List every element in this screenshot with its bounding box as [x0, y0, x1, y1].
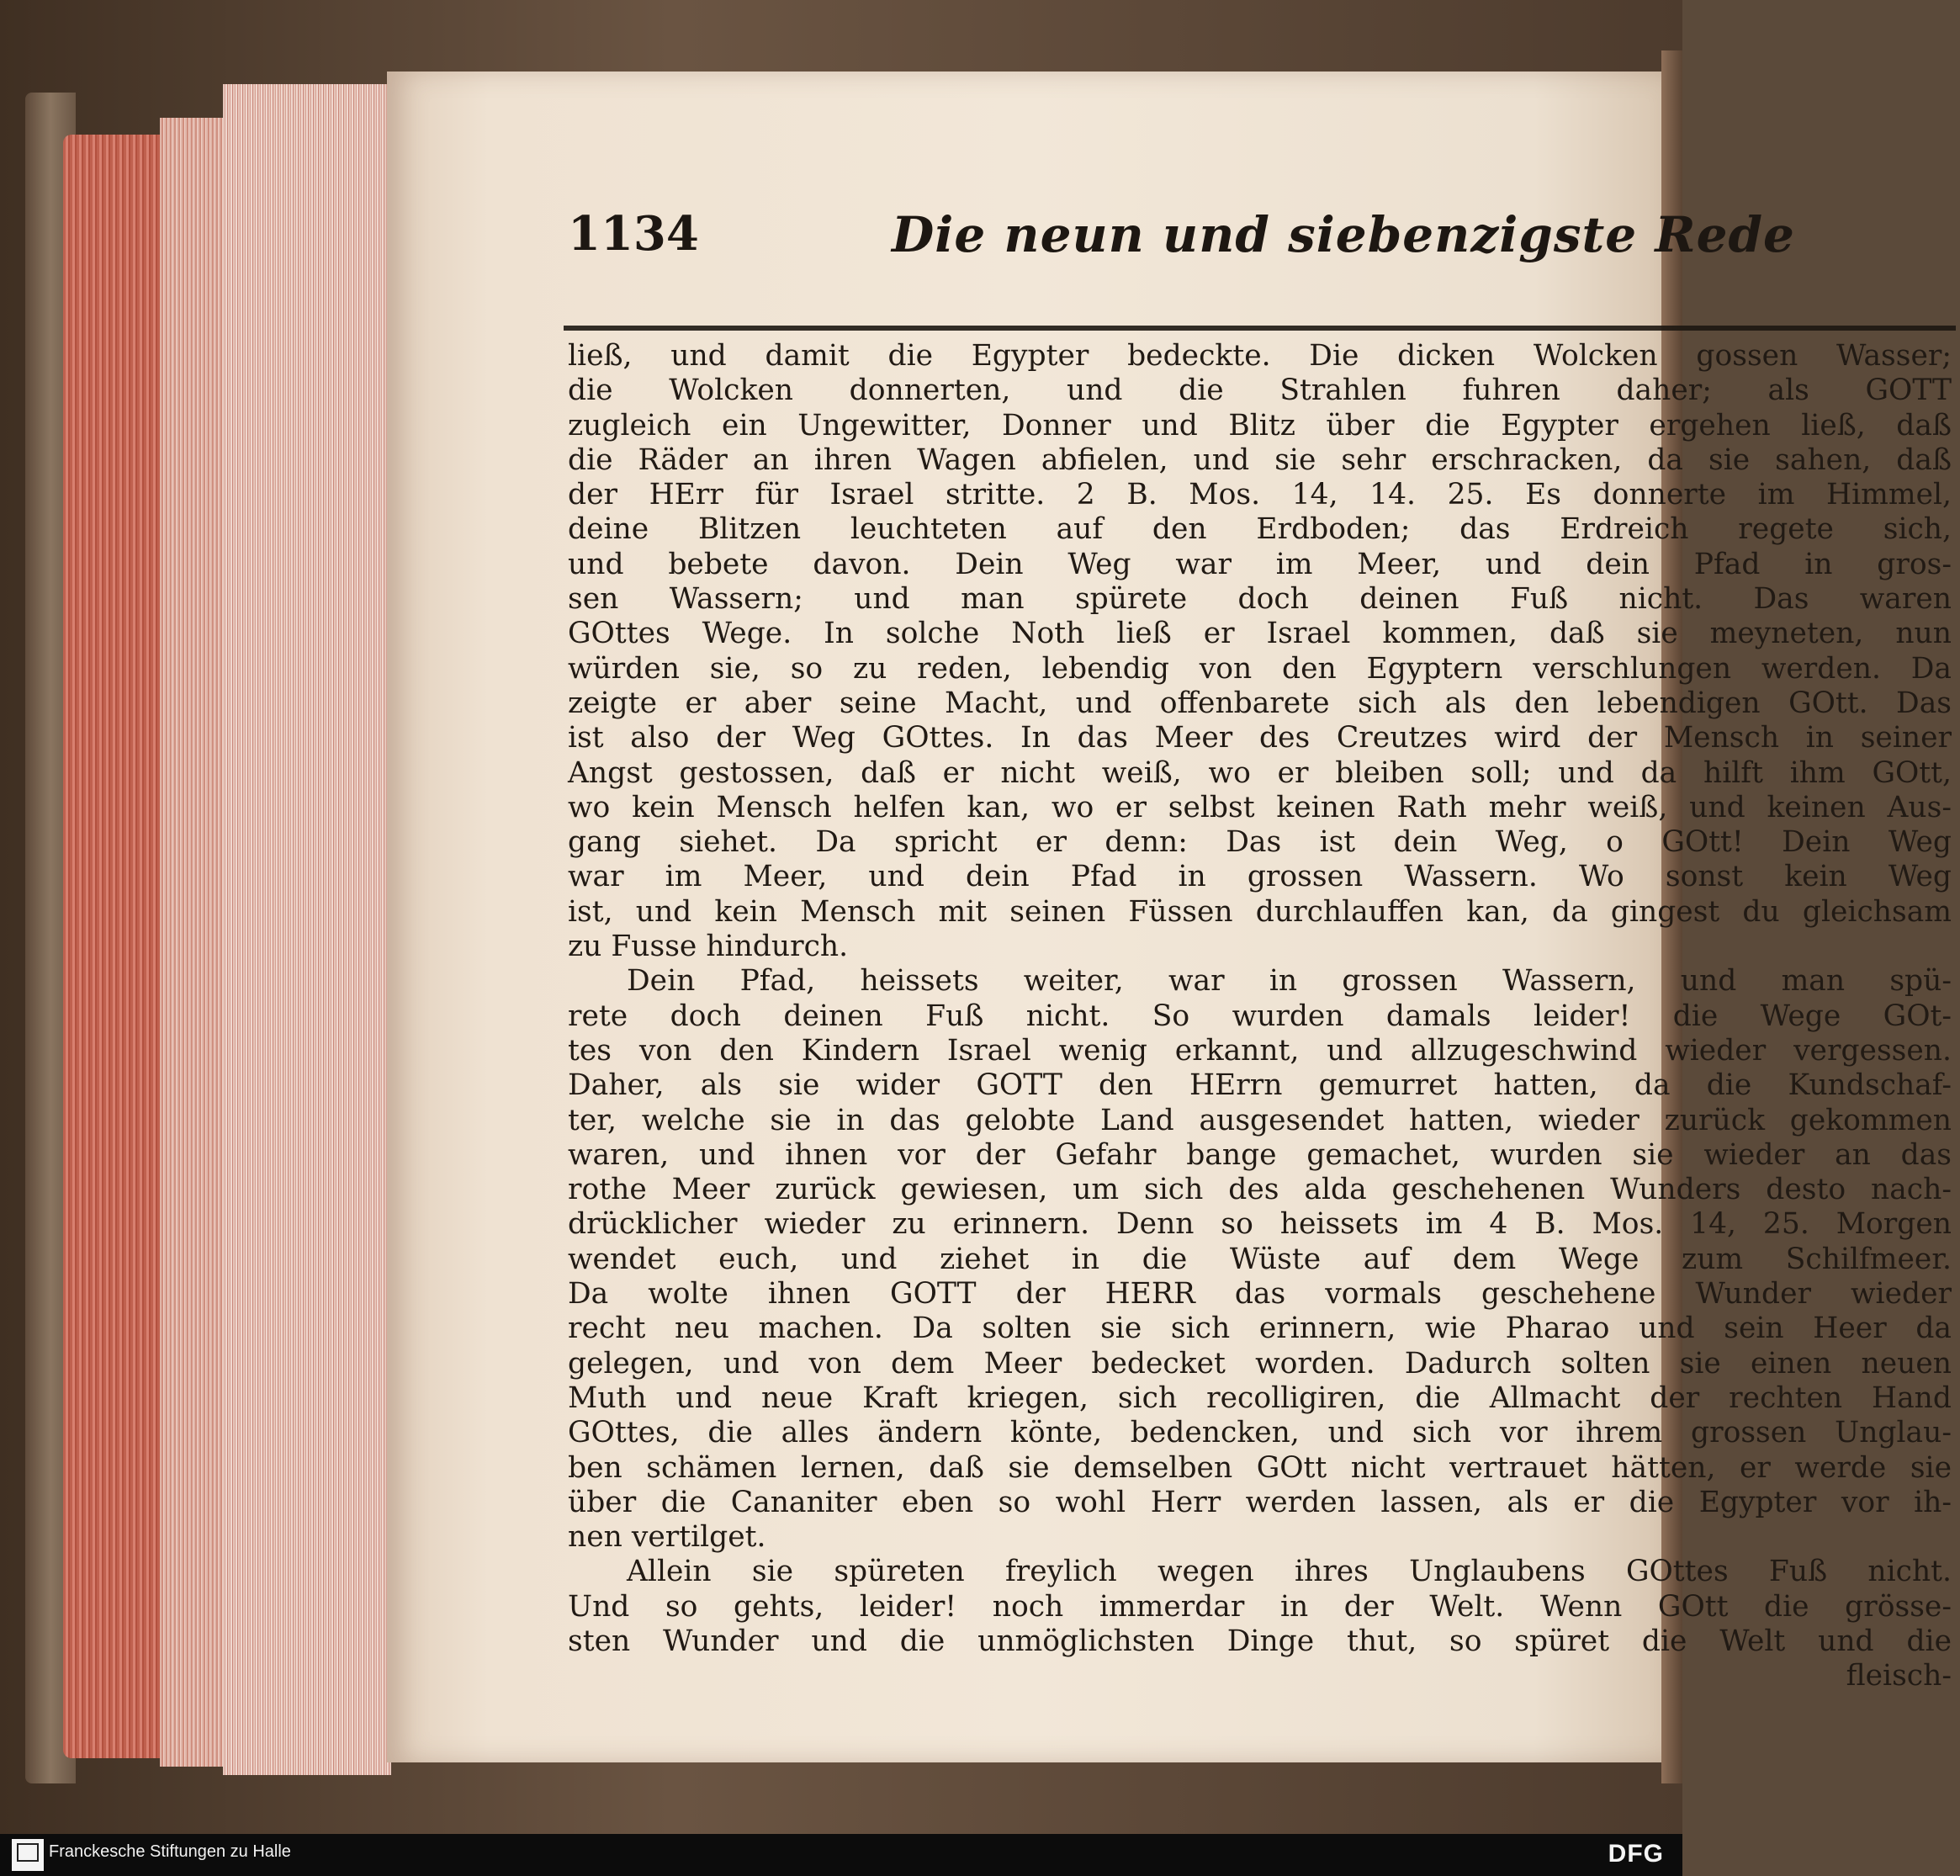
- book-page: [387, 72, 1952, 1762]
- page-edges-middle: [160, 118, 227, 1767]
- text-line: sten Wunder und die unmöglichsten Dinge thut, so spüret die Welt und die: [568, 1624, 1952, 1658]
- text-line: wo kein Mensch helfen kan, wo er selbst keinen Rath mehr weiß, und keinen Aus-: [568, 790, 1952, 824]
- text-line: deine Blitzen leuchteten auf den Erdboden; das Erdreich regete sich,: [568, 512, 1952, 547]
- text-line: über die Cananiter eben so wohl Herr werden lassen, als er die Egypter vor ih-: [568, 1485, 1952, 1519]
- text-line: gang siehet. Da spricht er denn: Das ist dein Weg, o GOtt! Dein Weg: [568, 825, 1952, 860]
- text-line: Und so gehts, leider! noch immerdar in der Welt. Wenn GOtt die grösse-: [568, 1589, 1952, 1624]
- body-text: [568, 339, 1952, 1694]
- text-line: und bebete davon. Dein Weg war im Meer, und dein Pfad in gros-: [568, 547, 1952, 581]
- text-line: Angst gestossen, daß er nicht weiß, wo er bleiben soll; und da hilft ihm GOtt,: [568, 755, 1952, 790]
- text-line: ist, und kein Mensch mit seinen Füssen durchlauffen kan, da gingest du gleichsam: [568, 894, 1952, 929]
- page-edges-inner: [223, 84, 391, 1775]
- institution-name: Franckesche Stiftungen zu Halle: [49, 1842, 291, 1861]
- text-line: die Wolcken donnerten, und die Strahlen fuhren daher; als GOTT: [568, 374, 1952, 408]
- page-header: [568, 206, 1960, 282]
- institution-logo: [12, 1839, 44, 1871]
- text-line: Daher, als sie wider GOTT den HErrn gemurret hatten, da die Kundschaf-: [568, 1068, 1952, 1103]
- text-line: zeigte er aber seine Macht, und offenbarete sich als den lebendigen GOtt. Das: [568, 686, 1952, 720]
- text-line: ben schämen lernen, daß sie demselben GOtt nicht vertrauet hätten, er werde sie: [568, 1450, 1952, 1485]
- text-line: waren, und ihnen vor der Gefahr bange gemachet, wurden sie wieder an das: [568, 1137, 1952, 1172]
- text-line: die Räder an ihren Wagen abfielen, und sie sehr erschracken, da sie sahen, daß: [568, 443, 1952, 477]
- text-line: Da wolte ihnen GOTT der HERR das vormals geschehene Wunder wieder: [568, 1277, 1952, 1312]
- text-line: nen vertilget.: [568, 1520, 766, 1555]
- text-line: recht neu machen. Da solten sie sich erinnern, wie Pharao und sein Heer da: [568, 1312, 1952, 1346]
- text-line: ter, welche sie in das gelobte Land ausgesendet hatten, wieder zurück gekommen: [568, 1103, 1952, 1137]
- text-line: GOttes, die alles ändern könte, bedencken, und sich vor ihrem grossen Unglau-: [568, 1416, 1952, 1450]
- dfg-logo: DFG: [1608, 1840, 1664, 1868]
- text-line: sen Wassern; und man spürete doch deinen Fuß nicht. Das waren: [568, 582, 1952, 617]
- text-line: rete doch deinen Fuß nicht. So wurden damals leider! die Wege GOt-: [568, 999, 1952, 1033]
- page-number: 1134: [568, 206, 699, 262]
- text-line: würden sie, so zu reden, lebendig von den Egyptern verschlungen werden. Da: [568, 651, 1952, 686]
- text-line: rothe Meer zurück gewiesen, um sich des alda geschehenen Wunders desto nach-: [568, 1173, 1952, 1207]
- text-line: Allein sie spüreten freylich wegen ihres Unglaubens GOttes Fuß nicht.: [627, 1555, 1952, 1589]
- page-edges-red: [63, 135, 164, 1758]
- text-line: GOttes Wege. In solche Noth ließ er Israel kommen, daß sie meyneten, nun: [568, 617, 1952, 651]
- text-line: der HErr für Israel stritte. 2 B. Mos. 14, 14. 25. Es donnerte im Himmel,: [568, 478, 1952, 512]
- text-line: zu Fusse hindurch.: [568, 930, 849, 964]
- text-line: wendet euch, und ziehet in die Wüste auf dem Wege zum Schilfmeer.: [568, 1242, 1952, 1276]
- text-line: fleisch-: [1846, 1659, 1952, 1693]
- text-line: zugleich ein Ungewitter, Donner und Blitz über die Egypter ergehen ließ, daß: [568, 408, 1952, 443]
- text-line: Dein Pfad, heissets weiter, war in grossen Wassern, und man spü-: [627, 964, 1952, 999]
- text-line: drücklicher wieder zu erinnern. Denn so heissets im 4 B. Mos. 14, 25. Morgen: [568, 1207, 1952, 1242]
- text-line: gelegen, und von dem Meer bedecket worden. Dadurch solten sie einen neuen: [568, 1346, 1952, 1381]
- text-line: ist also der Weg GOttes. In das Meer des Creutzes wird der Mensch in seiner: [568, 721, 1952, 755]
- text-line: war im Meer, und dein Pfad in grossen Wassern. Wo sonst kein Weg: [568, 860, 1952, 894]
- text-line: Muth und neue Kraft kriegen, sich recolligiren, die Allmacht der rechten Hand: [568, 1381, 1952, 1415]
- running-title: Die neun und siebenzigste Rede: [892, 206, 1795, 263]
- text-line: ließ, und damit die Egypter bedeckte. Die dicken Wolcken gossen Wasser;: [568, 339, 1952, 373]
- header-rule: [564, 326, 1956, 331]
- text-line: tes von den Kindern Israel wenig erkannt, und allzugeschwind wieder vergessen.: [568, 1033, 1952, 1068]
